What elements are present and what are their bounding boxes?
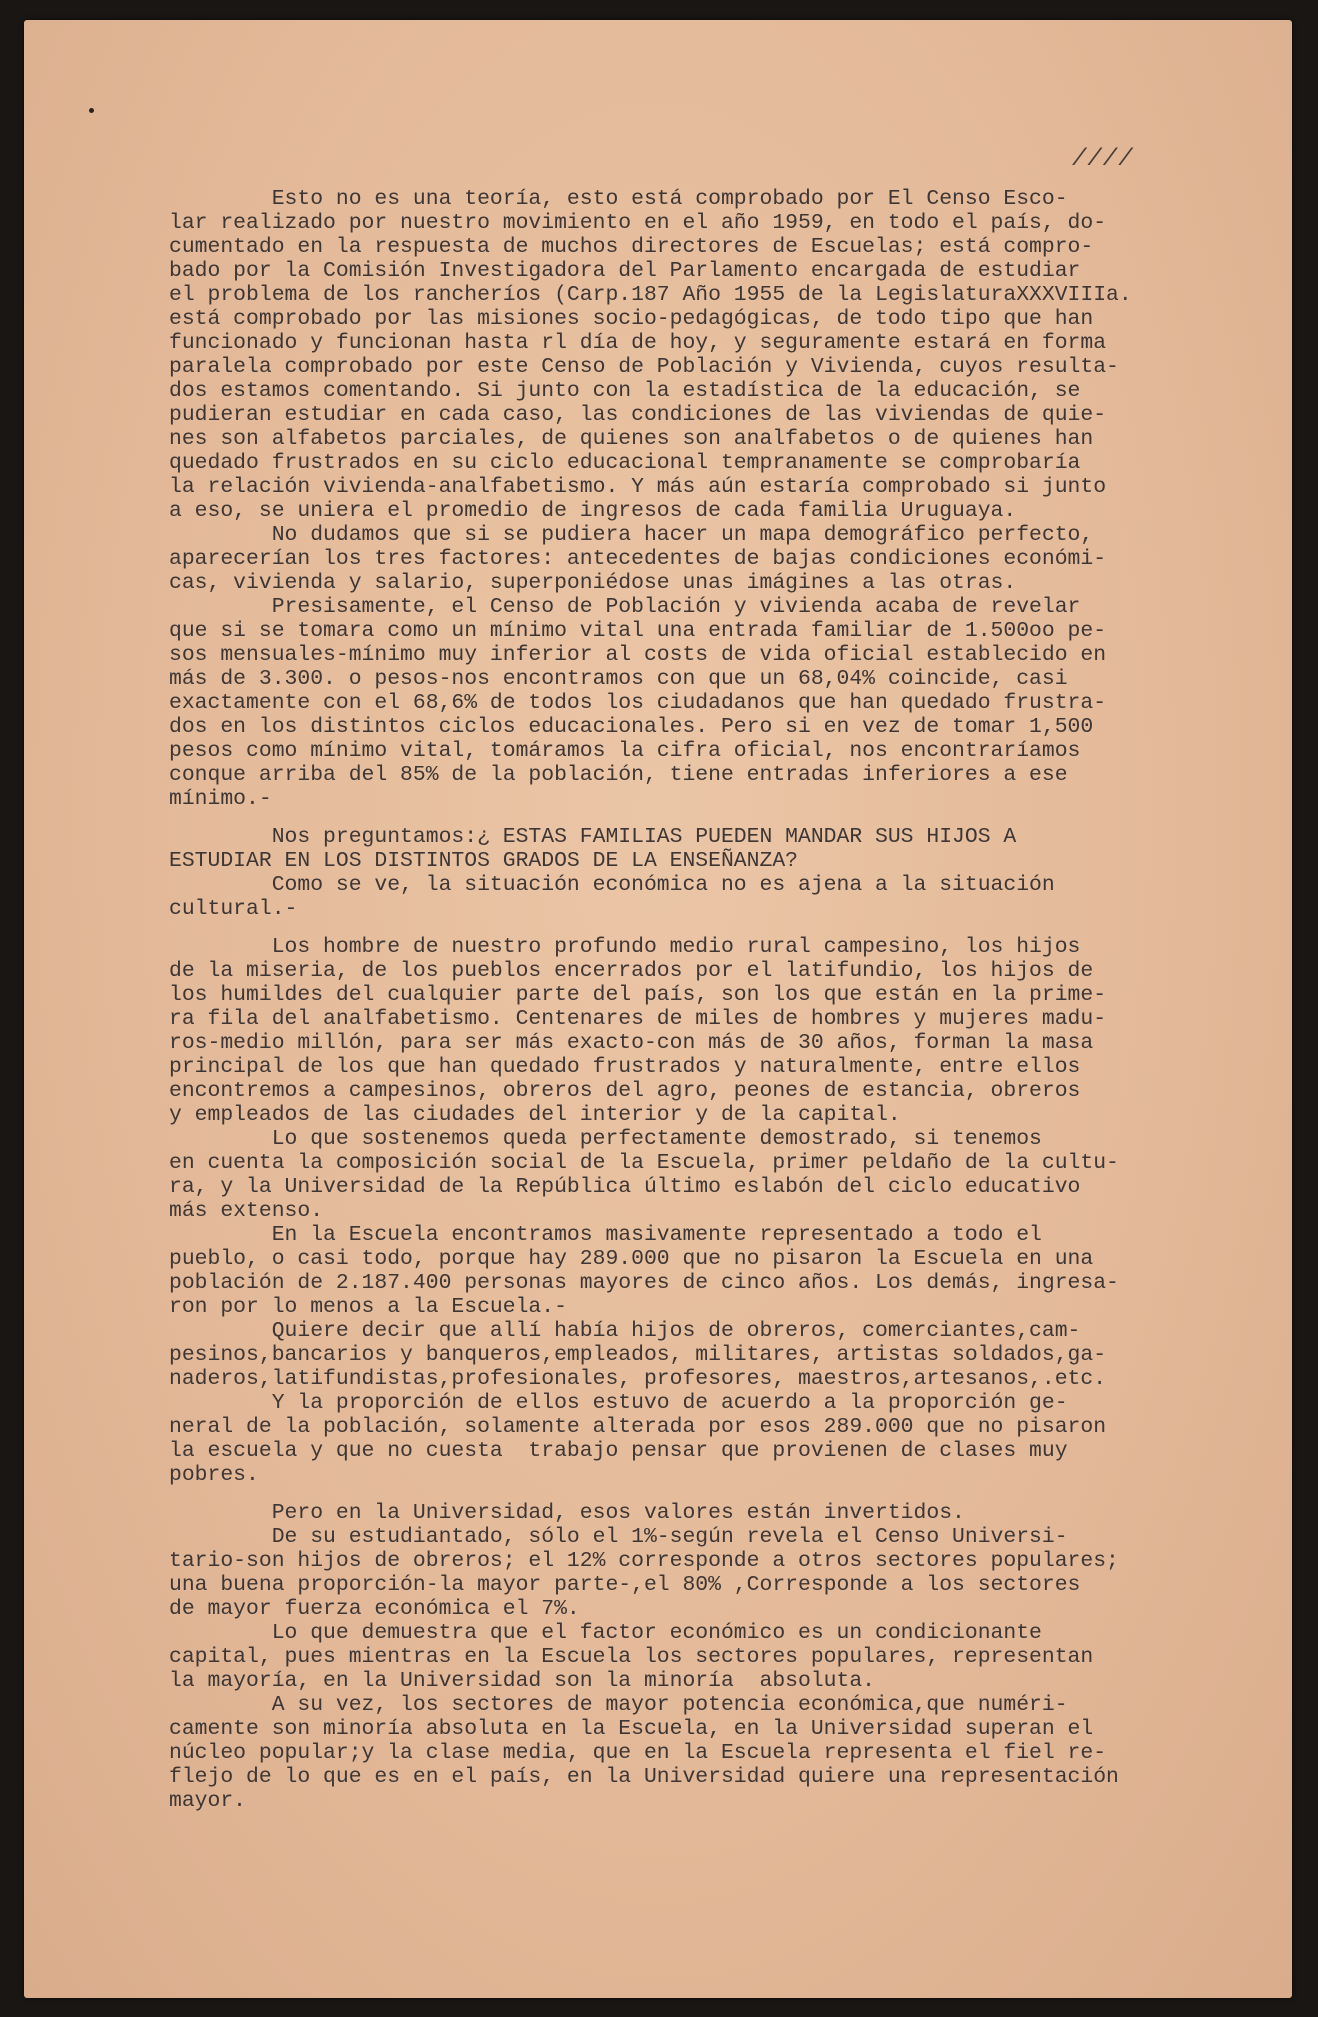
text-line: de mayor fuerza económica el 7%. xyxy=(169,1597,580,1621)
text-line: A su vez, los sectores de mayor potencia económica,que numéri- xyxy=(169,1693,1068,1717)
text-line: ron por lo menos a la Escuela.- xyxy=(169,1295,567,1319)
paragraph-gap xyxy=(169,1487,1209,1501)
text-line: quedado frustrados en su ciclo educacional tempranamente se comprobaría xyxy=(169,451,1081,475)
text-line: más de 3.300. o pesos-nos encontramos con que un 68,04% coincide, casi xyxy=(169,667,1068,691)
text-line: neral de la población, solamente alterada por esos 289.000 que no pisaron xyxy=(169,1415,1107,1439)
text-line: camente son minoría absoluta en la Escuela, en la Universidad superan el xyxy=(169,1717,1094,1741)
text-line: tario-son hijos de obreros; el 12% corresponde a otros sectores populares; xyxy=(169,1549,1119,1573)
text-line: población de 2.187.400 personas mayores de cinco años. Los demás, ingresa- xyxy=(169,1271,1119,1295)
text-line: pudieran estudiar en cada caso, las condiciones de las viviendas de quie- xyxy=(169,403,1107,427)
text-line: mínimo.- xyxy=(169,787,272,811)
text-line: una buena proporción-la mayor parte-,el 80% ,Corresponde a los sectores xyxy=(169,1573,1081,1597)
text-line: De su estudiantado, sólo el 1%-según revela el Censo Universi- xyxy=(169,1525,1068,1549)
text-line: funcionado y funcionan hasta rl día de hoy, y seguramente estará en forma xyxy=(169,331,1107,355)
text-line: cumentado en la respuesta de muchos directores de Escuelas; está compro- xyxy=(169,235,1094,259)
text-line: dos estamos comentando. Si junto con la estadística de la educación, se xyxy=(169,379,1081,403)
text-line: Quiere decir que allí había hijos de obreros, comerciantes,cam- xyxy=(169,1319,1081,1343)
text-line: No dudamos que si se pudiera hacer un mapa demográfico perfecto, xyxy=(169,523,1094,547)
text-line: cultural.- xyxy=(169,897,298,921)
text-line: pesos como mínimo vital, tomáramos la cifra oficial, nos encontraríamos xyxy=(169,739,1081,763)
text-line: más extenso. xyxy=(169,1199,324,1223)
text-line: la escuela y que no cuesta trabajo pensar que provienen de clases muy xyxy=(169,1439,1068,1463)
text-line: pueblo, o casi todo, porque hay 289.000 que no pisaron la Escuela en una xyxy=(169,1247,1094,1271)
text-line: Lo que sostenemos queda perfectamente demostrado, si tenemos xyxy=(169,1127,1042,1151)
text-line: En la Escuela encontramos masivamente representado a todo el xyxy=(169,1223,1042,1247)
text-line: ra, y la Universidad de la República último eslabón del ciclo educativo xyxy=(169,1175,1081,1199)
text-line: Y la proporción de ellos estuvo de acuerdo a la proporción ge- xyxy=(169,1391,1068,1415)
text-line: nes son alfabetos parciales, de quienes son analfabetos o de quienes han xyxy=(169,427,1094,451)
text-line: ra fila del analfabetismo. Centenares de miles de hombres y mujeres madu- xyxy=(169,1007,1107,1031)
text-line: a eso, se uniera el promedio de ingresos de cada familia Uruguaya. xyxy=(169,499,1017,523)
text-line: cas, vivienda y salario, superponiédose unas imágines a las otras. xyxy=(169,571,1017,595)
text-line: mayor. xyxy=(169,1789,247,1813)
text-line: ros-medio millón, para ser más exacto-con más de 30 años, forman la masa xyxy=(169,1031,1094,1055)
text-line: núcleo popular;y la clase media, que en la Escuela representa el fiel re- xyxy=(169,1741,1107,1765)
text-line: dos en los distintos ciclos educacionales. Pero si en vez de tomar 1,500 xyxy=(169,715,1094,739)
text-line: el problema de los rancheríos (Carp.187 Año 1955 de la LegislaturaXXXVIIIa. xyxy=(169,283,1132,307)
text-line: aparecerían los tres factores: antecedentes de bajas condiciones económi- xyxy=(169,547,1107,571)
ink-dot xyxy=(89,108,94,113)
text-line: exactamente con el 68,6% de todos los ciudadanos que han quedado frustra- xyxy=(169,691,1107,715)
text-line: Como se ve, la situación económica no es ajena a la situación xyxy=(169,873,1055,897)
text-line: bado por la Comisión Investigadora del Parlamento encargada de estudiar xyxy=(169,259,1081,283)
text-line: Esto no es una teoría, esto está comprobado por El Censo Esco- xyxy=(169,187,1068,211)
text-line: Los hombre de nuestro profundo medio rural campesino, los hijos xyxy=(169,935,1081,959)
text-line: Lo que demuestra que el factor económico es un condicionante xyxy=(169,1621,1042,1645)
text-line: encontremos a campesinos, obreros del agro, peones de estancia, obreros xyxy=(169,1079,1081,1103)
text-line: capital, pues mientras en la Escuela los sectores populares, representan xyxy=(169,1645,1094,1669)
paragraph-gap xyxy=(169,921,1209,935)
text-line: que si se tomara como un mínimo vital una entrada familiar de 1.500oo pe- xyxy=(169,619,1107,643)
text-line: naderos,latifundistas,profesionales, profesores, maestros,artesanos,.etc. xyxy=(169,1367,1107,1391)
text-line: sos mensuales-mínimo muy inferior al costs de vida oficial establecido en xyxy=(169,643,1107,667)
text-line: pobres. xyxy=(169,1463,259,1487)
page-number-mark: //// xyxy=(1072,146,1134,173)
text-line: la mayoría, en la Universidad son la minoría absoluta. xyxy=(169,1669,876,1693)
text-line: ESTUDIAR EN LOS DISTINTOS GRADOS DE LA ENSEÑANZA? xyxy=(169,849,798,873)
text-line: Presisamente, el Censo de Población y vivienda acaba de revelar xyxy=(169,595,1081,619)
document-page xyxy=(24,20,1292,1998)
text-line: Nos preguntamos:¿ ESTAS FAMILIAS PUEDEN MANDAR SUS HIJOS A xyxy=(169,825,1017,849)
text-line: conque arriba del 85% de la población, tiene entradas inferiores a ese xyxy=(169,763,1068,787)
paragraph-gap xyxy=(169,811,1209,825)
text-line: está comprobado por las misiones socio-pedagógicas, de todo tipo que han xyxy=(169,307,1094,331)
text-line: los humildes del cualquier parte del país, son los que están en la prime- xyxy=(169,983,1107,1007)
text-line: pesinos,bancarios y banqueros,empleados, militares, artistas soldados,ga- xyxy=(169,1343,1107,1367)
text-line: lar realizado por nuestro movimiento en el año 1959, en todo el país, do- xyxy=(169,211,1107,235)
text-line: y empleados de las ciudades del interior y de la capital. xyxy=(169,1103,901,1127)
typewritten-body xyxy=(169,187,1209,1813)
text-line: la relación vivienda-analfabetismo. Y más aún estaría comprobado si junto xyxy=(169,475,1107,499)
text-line: principal de los que han quedado frustrados y naturalmente, entre ellos xyxy=(169,1055,1081,1079)
text-line: Pero en la Universidad, esos valores están invertidos. xyxy=(169,1501,965,1525)
text-line: flejo de lo que es en el país, en la Universidad quiere una representación xyxy=(169,1765,1119,1789)
text-line: paralela comprobado por este Censo de Población y Vivienda, cuyos resulta- xyxy=(169,355,1119,379)
text-line: de la miseria, de los pueblos encerrados por el latifundio, los hijos de xyxy=(169,959,1094,983)
text-line: en cuenta la composición social de la Escuela, primer peldaño de la cultu- xyxy=(169,1151,1119,1175)
